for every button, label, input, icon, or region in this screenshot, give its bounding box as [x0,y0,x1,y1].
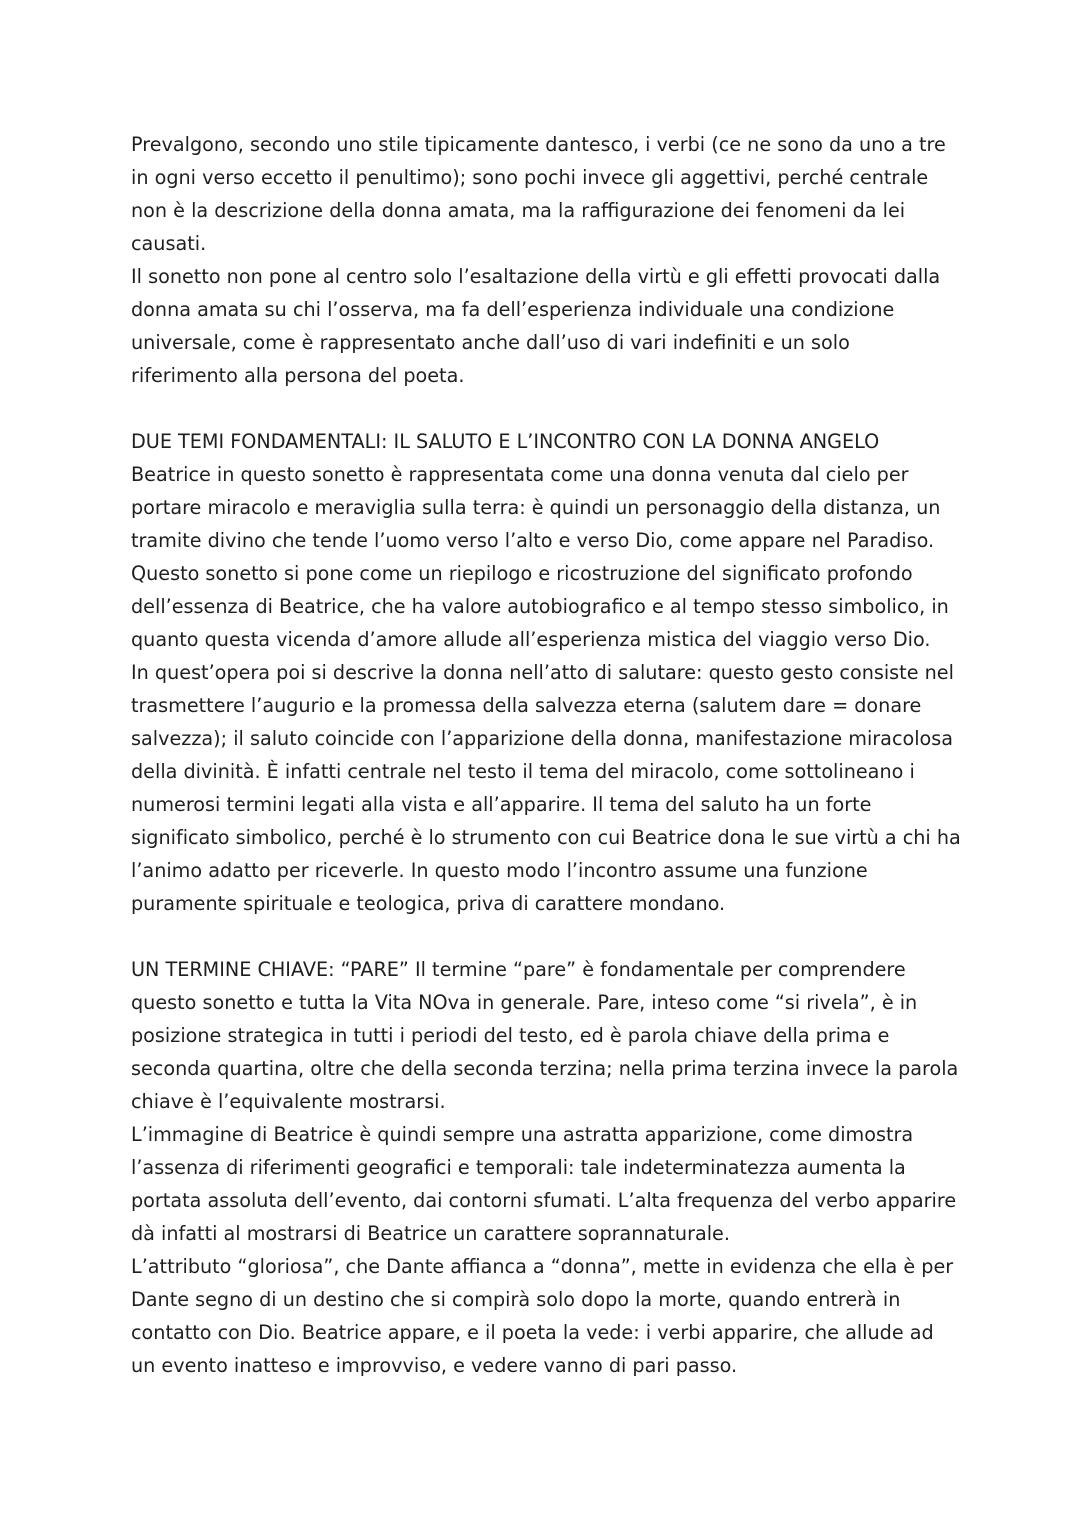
text-line: puramente spirituale e teologica, priva di carattere mondano. [131,892,726,915]
paragraph-gloriosa [131,1250,961,1382]
text-line: dell’essenza di Beatrice, che ha valore autobiografico e al tempo stesso simbolico, in [131,595,949,618]
section-termine-chiave [131,953,961,1118]
text-line: portata assoluta dell’evento, dai contorni sfumati. L’alta frequenza del verbo apparire [131,1189,957,1212]
text-line: chiave è l’equivalente mostrarsi. [131,1090,446,1113]
text-line: Prevalgono, secondo uno stile tipicamente dantesco, i verbi (ce ne sono da uno a tre [131,133,946,156]
text-line: Questo sonetto si pone come un riepilogo e ricostruzione del significato profondo [131,562,913,585]
section-heading-line: UN TERMINE CHIAVE: “PARE” Il termine “pare” è fondamentale per comprendere [131,958,906,981]
paragraph-saluto [131,656,961,920]
text-line: un evento inatteso e improvviso, e vedere vanno di pari passo. [131,1354,738,1377]
section-heading-line: DUE TEMI FONDAMENTALI: IL SALUTO E L’INCONTRO CON LA DONNA ANGELO [131,430,880,453]
text-line: contatto con Dio. Beatrice appare, e il poeta la vede: i verbi apparire, che allude ad [131,1321,934,1344]
text-line: seconda quartina, oltre che della seconda terzina; nella prima terzina invece la parola [131,1057,959,1080]
text-line: significato simbolico, perché è lo strumento con cui Beatrice dona le sue virtù a chi ha [131,826,961,849]
text-line: donna amata su chi l’osserva, ma fa dell’esperienza individuale una condizione [131,298,895,321]
paragraph-spacer [131,920,961,953]
text-line: Dante segno di un destino che si compirà solo dopo la morte, quando entrerà in [131,1288,901,1311]
text-line: L’immagine di Beatrice è quindi sempre una astratta apparizione, come dimostra [131,1123,914,1146]
text-line: l’animo adatto per riceverle. In questo modo l’incontro assume una funzione [131,859,868,882]
paragraph-sonnet-universal [131,260,961,392]
paragraph-immagine [131,1118,961,1250]
text-line: riferimento alla persona del poeta. [131,364,465,387]
text-line: questo sonetto e tutta la Vita NOva in generale. Pare, inteso come “si rivela”, è in [131,991,918,1014]
text-line: causati. [131,232,207,255]
text-line: in ogni verso eccetto il penultimo); sono pochi invece gli aggettivi, perché centrale [131,166,929,189]
text-line: della divinità. È infatti centrale nel testo il tema del miracolo, come sottolineano i [131,760,915,783]
document-page [131,128,961,1382]
text-line: salvezza); il saluto coincide con l’apparizione della donna, manifestazione miracolosa [131,727,954,750]
text-line: posizione strategica in tutti i periodi del testo, ed è parola chiave della prima e [131,1024,890,1047]
section-due-temi [131,425,961,656]
text-line: non è la descrizione della donna amata, ma la raffigurazione dei fenomeni da lei [131,199,906,222]
text-line: L’attributo “gloriosa”, che Dante affianca a “donna”, mette in evidenza che ella è per [131,1255,954,1278]
paragraph-spacer [131,392,961,425]
text-line: portare miracolo e meraviglia sulla terra: è quindi un personaggio della distanza, un [131,496,941,519]
text-line: tramite divino che tende l’uomo verso l’alto e verso Dio, come appare nel Paradiso. [131,529,935,552]
text-line: Beatrice in questo sonetto è rappresentata come una donna venuta dal cielo per [131,463,909,486]
text-line: dà infatti al mostrarsi di Beatrice un carattere soprannaturale. [131,1222,730,1245]
text-line: quanto questa vicenda d’amore allude all’esperienza mistica del viaggio verso Dio. [131,628,931,651]
text-line: l’assenza di riferimenti geografici e temporali: tale indeterminatezza aumenta la [131,1156,906,1179]
text-line: universale, come è rappresentato anche dall’uso di vari indefiniti e un solo [131,331,850,354]
text-line: trasmettere l’augurio e la promessa della salvezza eterna (salutem dare = donare [131,694,922,717]
text-line: Il sonetto non pone al centro solo l’esaltazione della virtù e gli effetti provocati dalla [131,265,941,288]
paragraph-verbs [131,128,961,260]
text-line: In quest’opera poi si descrive la donna nell’atto di salutare: questo gesto consiste nel [131,661,954,684]
text-line: numerosi termini legati alla vista e all’apparire. Il tema del saluto ha un forte [131,793,872,816]
